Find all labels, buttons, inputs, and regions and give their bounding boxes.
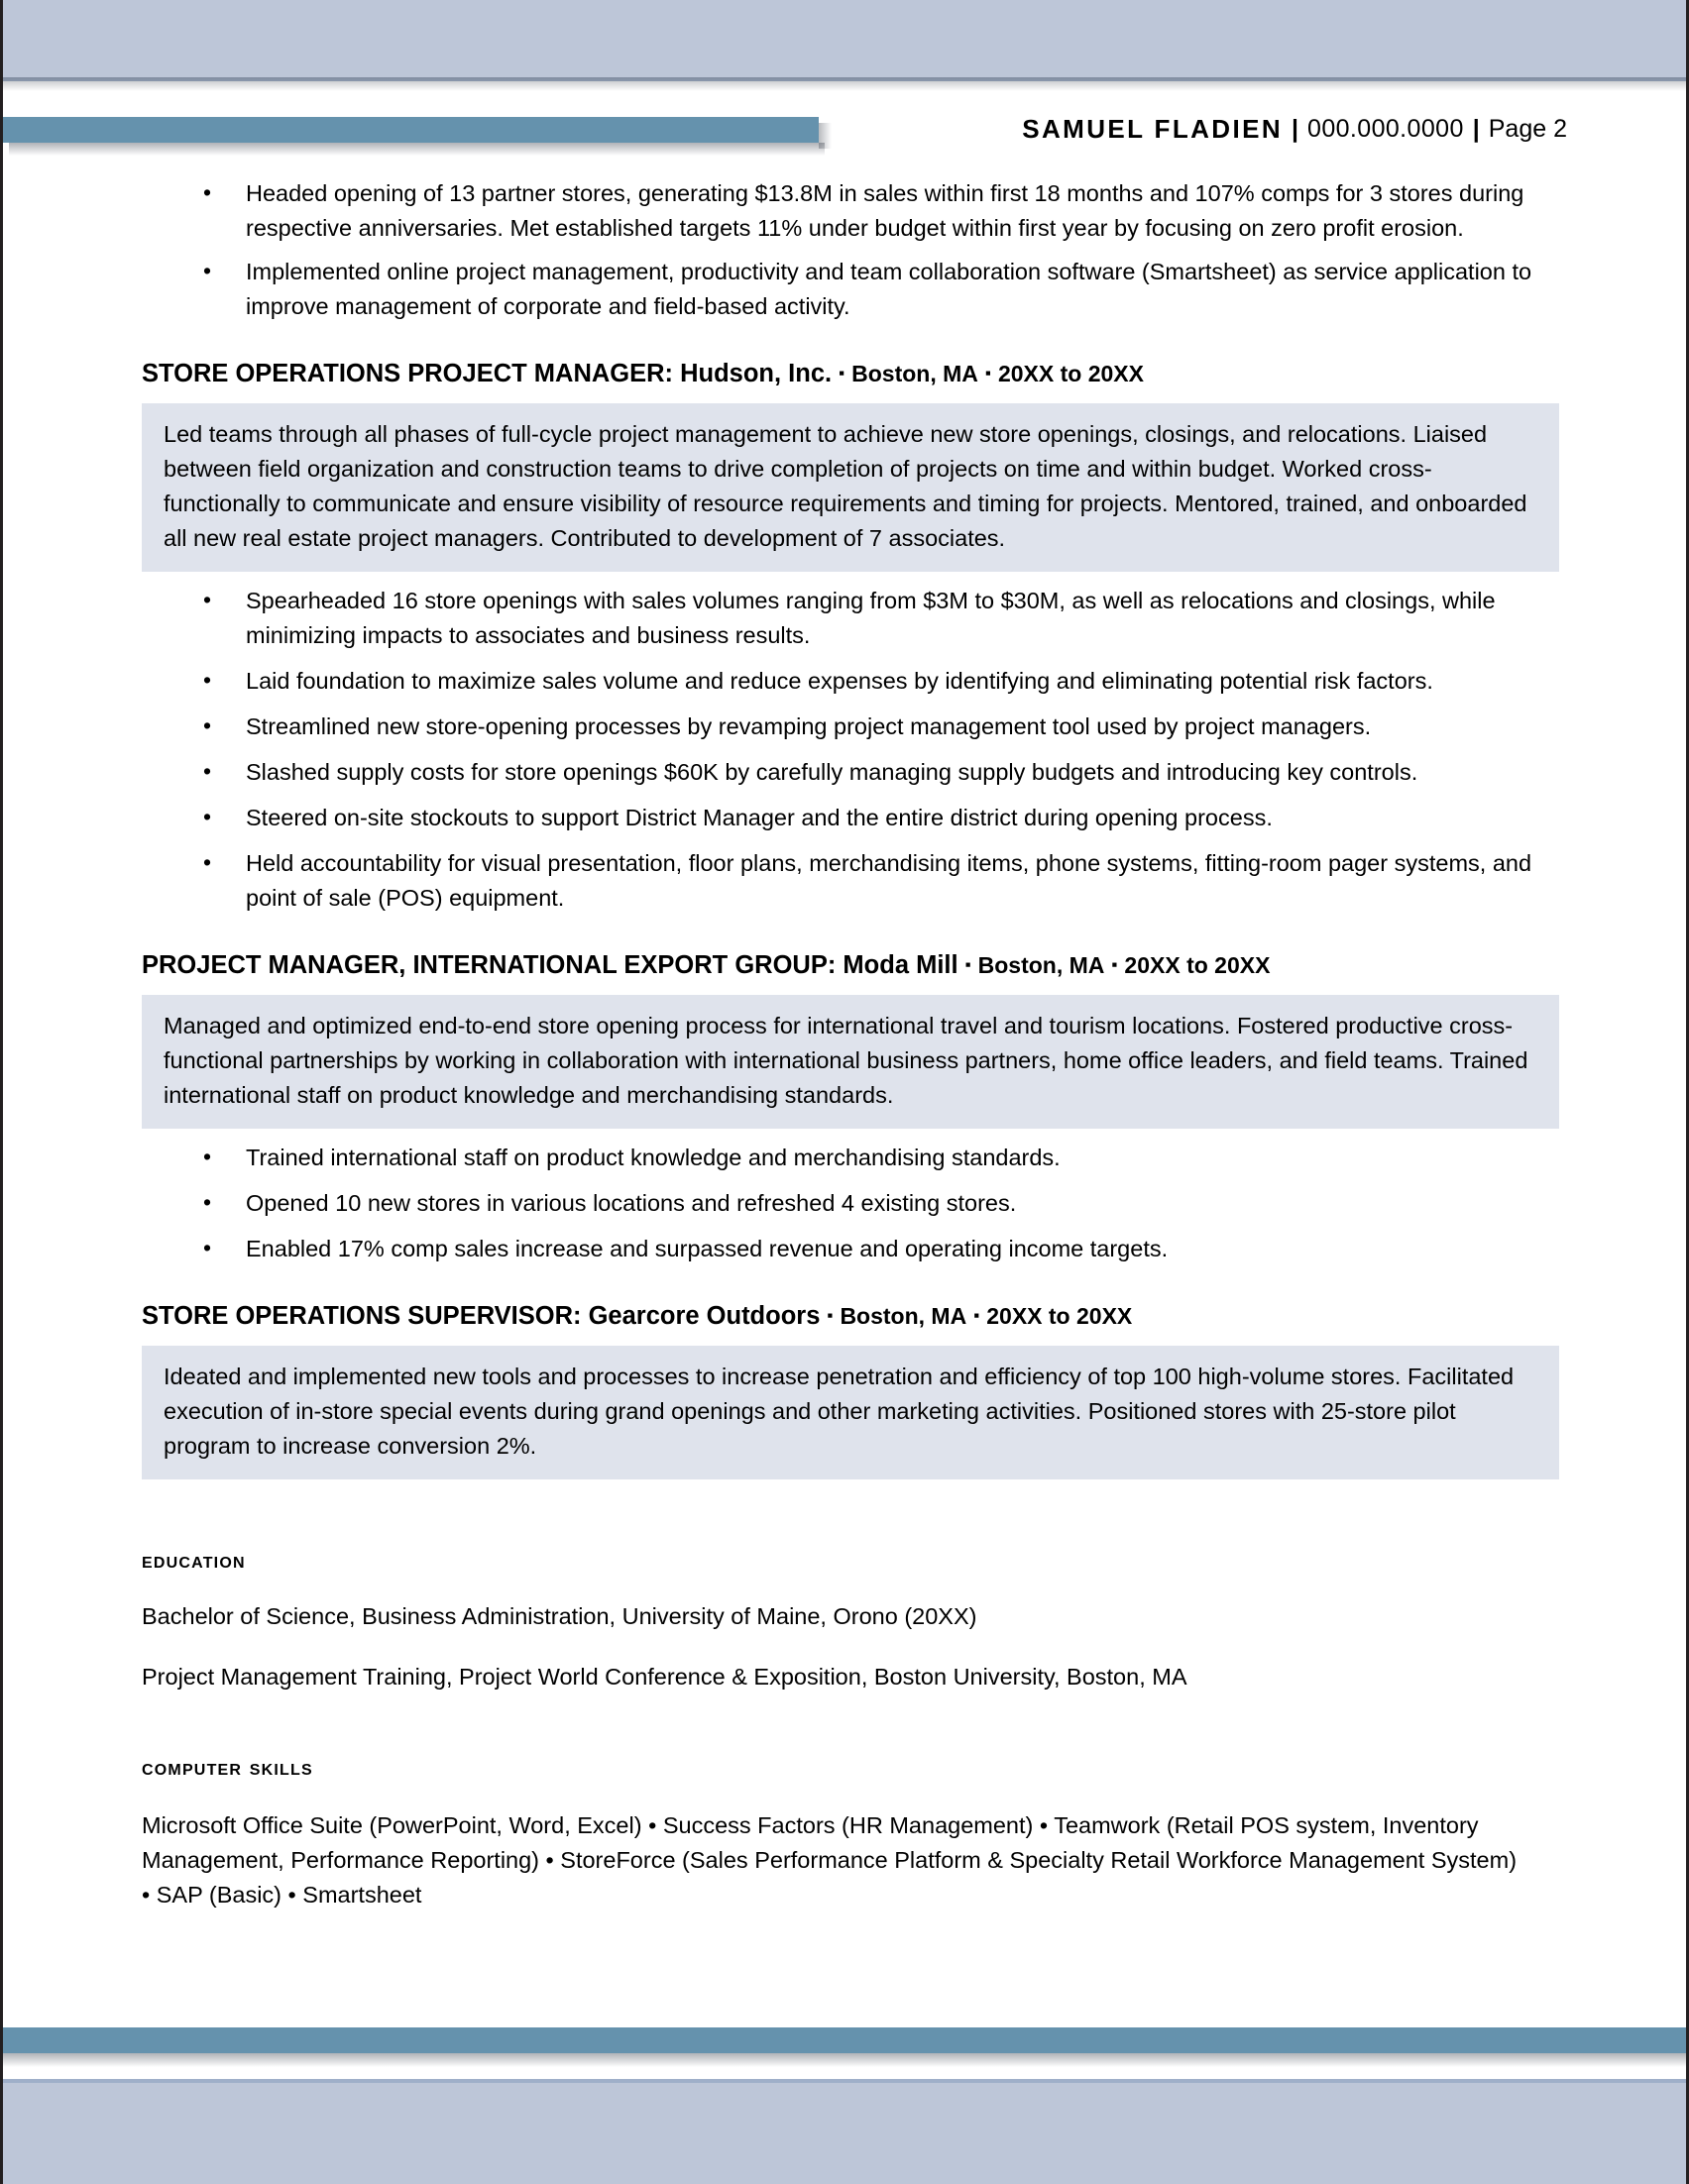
list-item: • Slashed supply costs for store openings $60K by carefully managing supply budgets and introducing key controls. [142,755,1559,790]
list-item: • Opened 10 new stores in various locations and refreshed 4 existing stores. [142,1186,1559,1221]
header-phone: 000.000.0000 [1307,114,1464,143]
list-item: • Steered on-site stockouts to support District Manager and the entire district during opening process. [142,801,1559,835]
list-item: • Headed opening of 13 partner stores, generating $13.8M in sales within first 18 months and 107% comps for 3 stores during respective anniversaries. Met established targets 11% under budget within first year by focusing on zero profit erosion. [142,176,1559,246]
job-dates: 20XX to 20XX [1124,952,1271,978]
education-entry: Bachelor of Science, Business Administration, University of Maine, Orono (20XX) [142,1603,977,1629]
job-dates: 20XX to 20XX [997,361,1144,386]
header-candidate-name: SAMUEL FLADIEN [1022,113,1284,144]
list-item: • Held accountability for visual presentation, floor plans, merchandising items, phone systems, fitting-room pager systems, and point of sale (POS) equipment. [142,846,1559,916]
job-location: Boston, MA [851,361,978,386]
list-item: • Enabled 17% comp sales increase and surpassed revenue and operating income targets. [142,1232,1559,1266]
section-title-computer-skills: computer skills [142,1754,313,1780]
top-achievements-list [142,176,1559,324]
section-title-education: education [142,1547,246,1573]
job-summary-text: Led teams through all phases of full-cycle project management to achieve new store openings, closings, and relocations. Liaised between field organization and construction teams to drive completion of projects on time and within budget. Worked cross-functionally to communicate and ensure visibility of resource requirements and timing for projects. Mentored, trained, and onboarded all new real estate project managers. Contributed to development of 7 associates. [164,421,1527,551]
square-separator-icon: ▪ [964,955,971,974]
job-title-company: STORE OPERATIONS SUPERVISOR: Gearcore Outdoors [142,1302,821,1330]
square-separator-icon: ▪ [839,364,845,382]
job-heading [142,360,1559,388]
running-header [3,109,1686,149]
header-separator-1: | [1292,114,1299,143]
job-dates: 20XX to 20XX [986,1303,1133,1329]
job-summary-block [142,1346,1559,1479]
list-item: • Streamlined new store-opening processes by revamping project management tool used by project managers. [142,710,1559,744]
job-summary-block [142,403,1559,572]
footer-accent-bar [3,2027,1686,2053]
job-location: Boston, MA [977,952,1105,978]
job-bullets-list [142,1141,1559,1266]
job-heading [142,951,1559,980]
square-separator-icon: ▪ [973,1306,980,1325]
job-heading [142,1302,1559,1331]
list-item: • Implemented online project management, productivity and team collaboration software (Smartsheet) as service application to improve management of corporate and field-based activity. [142,255,1559,324]
resume-content [142,176,1559,1912]
job-title-company: STORE OPERATIONS PROJECT MANAGER: Hudson, Inc. [142,360,833,387]
square-separator-icon: ▪ [984,364,991,382]
list-item: • Laid foundation to maximize sales volume and reduce expenses by identifying and eliminating potential risk factors. [142,664,1559,699]
job-title-company: PROJECT MANAGER, INTERNATIONAL EXPORT GROUP: Moda Mill [142,951,958,979]
header-page-number: Page 2 [1488,114,1567,143]
header-separator-2: | [1472,114,1480,143]
job-summary-block [142,995,1559,1129]
job-bullets-list [142,584,1559,916]
square-separator-icon: ▪ [827,1306,834,1325]
job-location: Boston, MA [840,1303,967,1329]
job-summary-text: Ideated and implemented new tools and processes to increase penetration and efficiency of top 100 high-volume stores. Facilitated execution of in-store special events during grand openings and other marketing activities. Positioned stores with 25-store pilot program to increase conversion 2%. [164,1364,1515,1459]
list-item: • Spearheaded 16 store openings with sales volumes ranging from $3M to $30M, as well as relocations and closings, while minimizing impacts to associates and business results. [142,584,1559,653]
top-decorative-band [3,0,1686,81]
education-entry: Project Management Training, Project World Conference & Exposition, Boston University, Boston, MA [142,1664,1187,1690]
computer-skills-text: Microsoft Office Suite (PowerPoint, Word, Excel) • Success Factors (HR Management) • Teamwork (Retail POS system, Inventory Management, Performance Reporting) • StoreForce (Sales Performance Platform & Specialty Retail Workforce Management System) • SAP (Basic) • Smartsheet [142,1812,1518,1908]
bottom-decorative-band [3,2079,1686,2184]
list-item: • Trained international staff on product knowledge and merchandising standards. [142,1141,1559,1175]
square-separator-icon: ▪ [1111,955,1118,974]
job-summary-text: Managed and optimized end-to-end store opening process for international travel and tourism locations. Fostered productive cross-functional partnerships by working in collaboration with international business partners, home office leaders, and field teams. Trained international staff on product knowledge and merchandising standards. [164,1013,1528,1108]
